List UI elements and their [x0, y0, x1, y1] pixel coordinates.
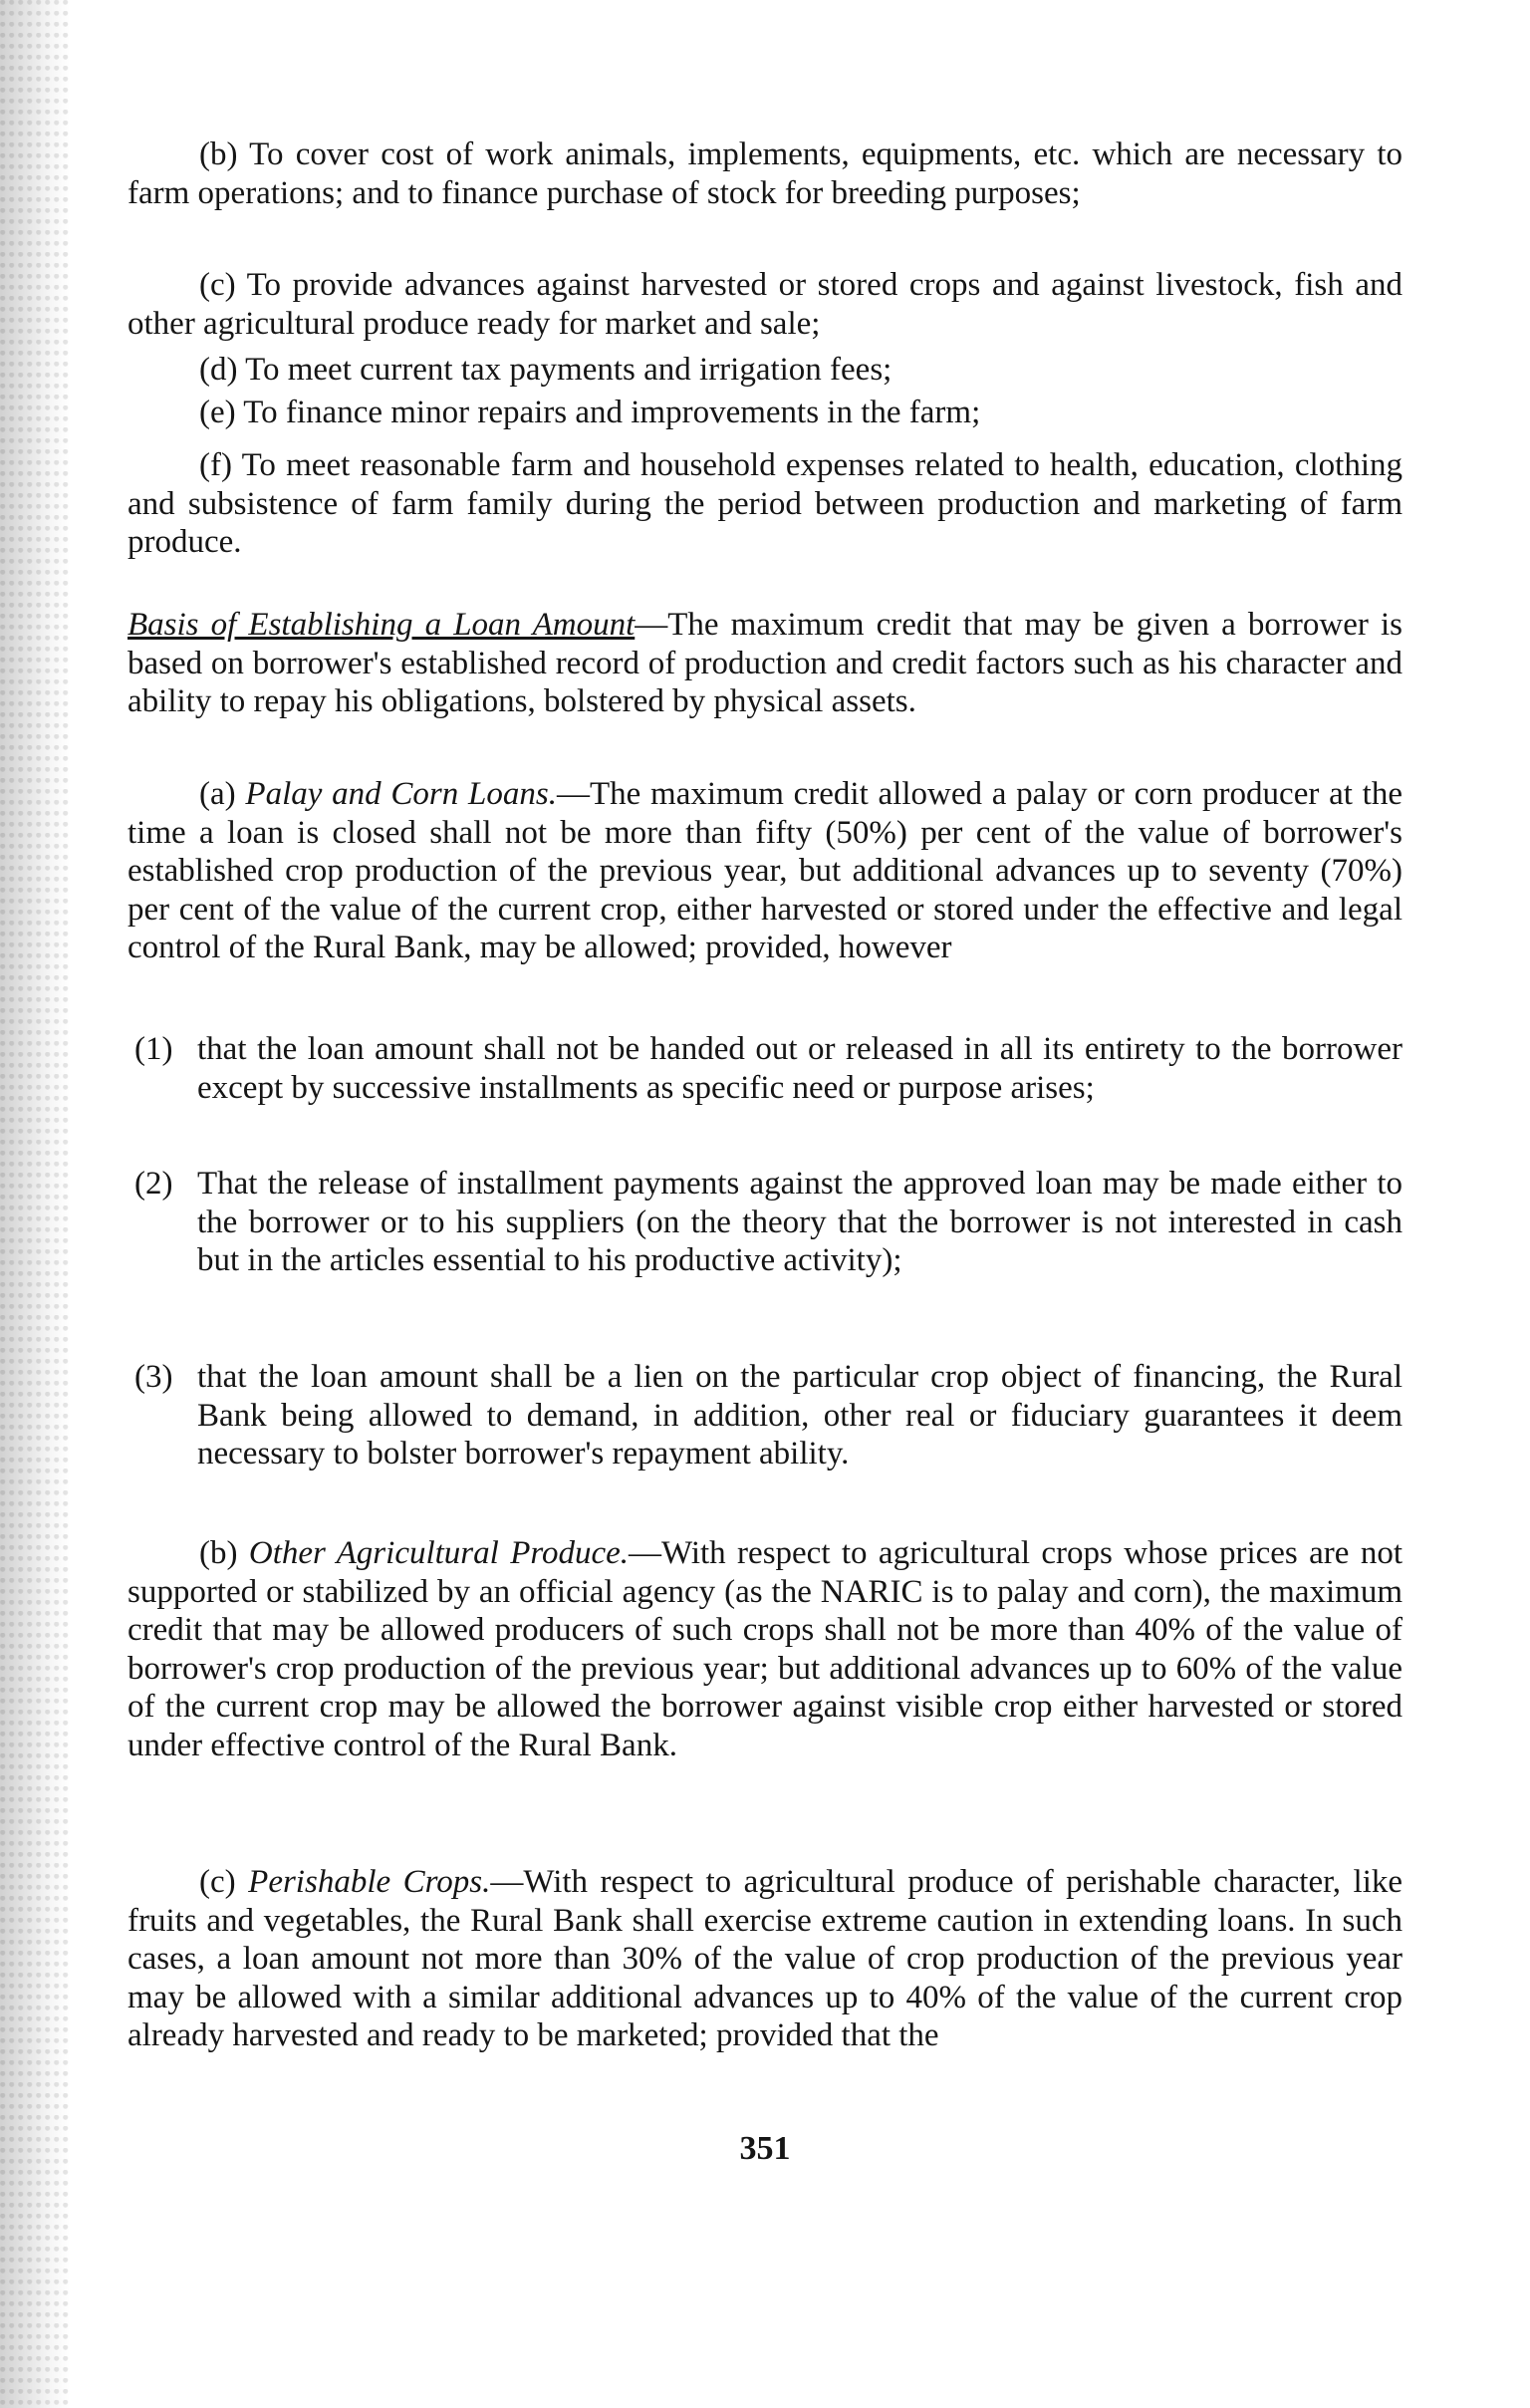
subitem-f-marker: (f) — [199, 447, 232, 483]
condition-3 — [134, 1358, 1402, 1473]
condition-3-marker: (3) — [134, 1359, 173, 1395]
subitem-e-marker: (e) — [199, 395, 236, 430]
perishable-marker: (c) — [199, 1864, 236, 1900]
subitem-f — [128, 446, 1402, 562]
palay-text: —The maximum credit allowed a palay or corn producer at the time a loan is closed shall not be more than fifty (50%) per cent of the value of borrower's established crop production of the previous year, but additional advances up to seventy (70%) per cent of the value of the current crop, either harvested or stored under the effective and legal control of the Rural Bank, may be allowed; provided, however — [128, 776, 1402, 965]
other-heading: Other Agricultural Produce. — [248, 1535, 630, 1571]
perishable-heading: Perishable Crops. — [248, 1864, 491, 1900]
condition-3-text: that the loan amount shall be a lien on the particular crop object of financing, the Rural Bank being allowed to demand, in addition, other real or fiduciary guarantees it deem necessary to bolster borrower's repayment ability. — [197, 1359, 1402, 1472]
other-marker: (b) — [199, 1535, 238, 1571]
basis-paragraph — [128, 606, 1402, 721]
subitem-b-marker: (b) — [199, 136, 238, 172]
palay-corn-paragraph — [128, 775, 1402, 967]
subitem-b — [128, 135, 1402, 212]
condition-2-text: That the release of installment payments against the approved loan may be made either to the borrower or to his suppliers (on the theory that the borrower is not interested in cash but in the articles essential to his productive activity); — [197, 1166, 1402, 1278]
subitem-c-text: To provide advances against harvested or stored crops and against livestock, fish and other agricultural produce ready for market and sale; — [128, 267, 1402, 342]
condition-1 — [134, 1030, 1402, 1107]
subitem-c-marker: (c) — [199, 267, 236, 303]
subitem-f-text: To meet reasonable farm and household expenses related to health, education, clothing and subsistence of farm family during the period between production and marketing of farm produce. — [128, 447, 1403, 560]
other-produce-paragraph — [128, 1534, 1402, 1764]
condition-1-marker: (1) — [134, 1031, 173, 1067]
perishable-text: —With respect to agricultural produce of perishable character, like fruits and vegetables, the Rural Bank shall exercise extreme caution in extending loans. In such cases, a loan amount not more than 30% of the value of crop production of the previous year may be allowed with a similar additional advances up to 40% of the value of the current crop already harvested and ready to be marketed; provided that the — [128, 1864, 1403, 2053]
other-text: —With respect to agricultural crops whose prices are not supported or stabilized by an official agency (as the NARIC is to palay and corn), the maximum credit that may be allowed producers of such crops shall not be more than 40% of the value of borrower's crop production of the previous year; but additional advances up to 60% of the value of the current crop may be allowed the borrower against visible crop either harvested or stored under effective control of the Rural Bank. — [128, 1535, 1402, 1763]
subitem-d-marker: (d) — [199, 352, 238, 388]
basis-heading: Basis of Establishing a Loan Amount — [128, 607, 636, 643]
binding-shadow — [0, 0, 70, 2408]
palay-heading: Palay and Corn Loans. — [245, 776, 557, 812]
condition-2 — [134, 1165, 1402, 1280]
subitem-c — [128, 266, 1402, 343]
perishable-paragraph — [128, 1863, 1402, 2055]
basis-text: —The maximum credit that may be given a borrower is based on borrower's established record of production and credit factors such as his character and ability to repay his obligations, bolstered by physical assets. — [128, 607, 1402, 719]
condition-1-text: that the loan amount shall not be handed out or released in all its entirety to the borrower except by successive installments as specific need or purpose arises; — [197, 1031, 1402, 1106]
page-number: 351 — [739, 2130, 791, 2167]
subitem-d-text: To meet current tax payments and irrigation fees; — [245, 352, 892, 388]
condition-2-marker: (2) — [134, 1166, 173, 1202]
subitem-e — [128, 394, 1402, 432]
subitem-e-text: To finance minor repairs and improvements in the farm; — [243, 395, 981, 430]
subitem-d — [128, 351, 1402, 390]
palay-marker: (a) — [199, 776, 236, 812]
subitem-b-text: To cover cost of work animals, implements, equipments, etc. which are necessary to farm operations; and to finance purchase of stock for breeding purposes; — [128, 136, 1402, 211]
